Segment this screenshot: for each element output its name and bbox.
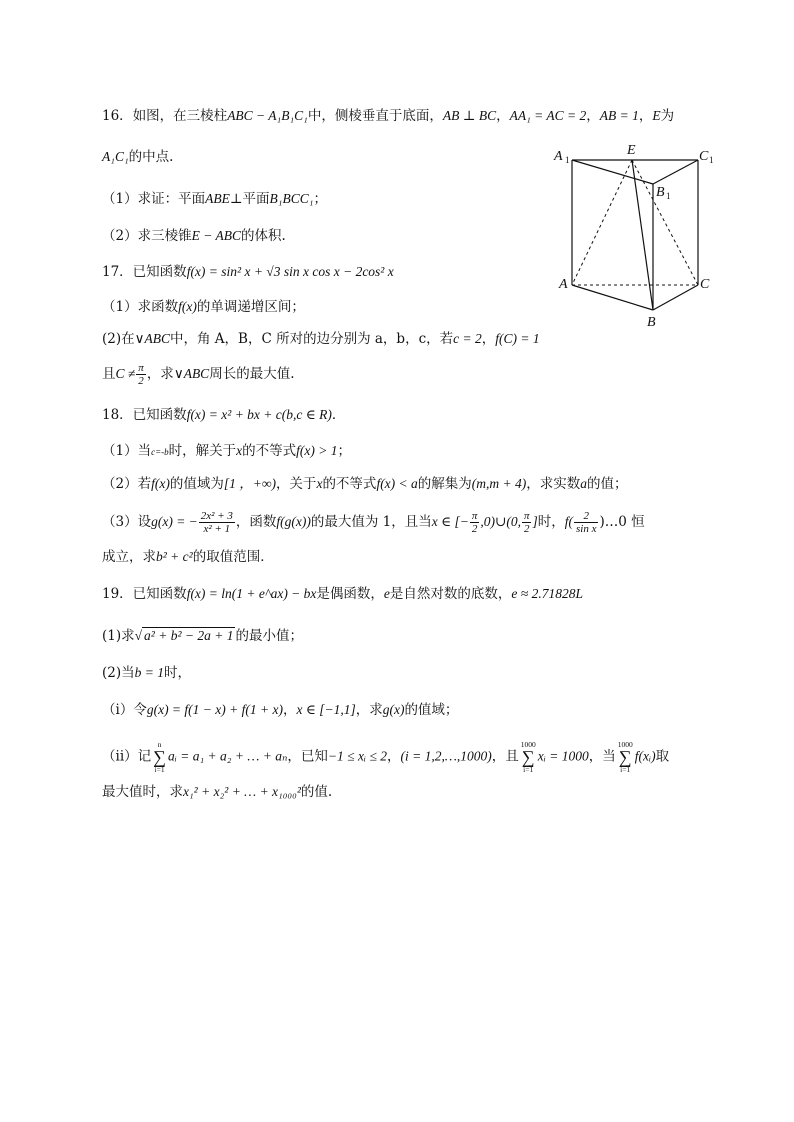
sum-symbol-f: 1000 ∑ i=1 (617, 740, 633, 774)
p19-line1: 19．已知函数f(x) = ln(1 + e^ax) − bx是偶函数，e是自然对数的底数，e ≈ 2.71828L (102, 586, 583, 602)
label-E: E (627, 143, 636, 158)
p16-number: 16． (102, 108, 133, 124)
p17-q1: （1）求函数f(x)的单调递增区间； (102, 299, 305, 315)
p16-line1: 16．如图，在三棱柱ABC − A₁B₁C₁中，侧棱垂直于底面，AB ⊥ BC，AA₁ = AC = 2，AB = 1，E为 (102, 108, 675, 124)
g-fraction: $\frac{\text{2x² + 3}}{\text{x² + 1}}$ (200, 510, 233, 535)
p17-q2-line2: 且C ≠ $\frac{\pi}{2}$ ，求∨ABC周长的最大值. (102, 362, 295, 387)
p16-line2: A₁C₁的中点. (102, 149, 174, 165)
p17-function: f(x) = sin² x + √3 sin x cos x − 2cos² x (186, 264, 394, 279)
label-B: B (647, 315, 656, 330)
p16-q1: （1）求证：平面ABE⊥平面B₁BCC₁； (102, 191, 327, 207)
label-C1-sub: 1 (709, 155, 714, 165)
sum-symbol-x: 1000 ∑ i=1 (520, 740, 536, 774)
p18-q3-line1: （3）设g(x) = − $\frac{\text{2x² + 3}}{\text{x² + 1}}$ ，函数f(g(x))的最大值为 1，且当x ∈ [− $\frac{\pi}{2}$ ,0)∪(0, $\frac{\pi}{2}$ ]时，f( $\frac{2}{\text{sin x}}$ )…0 恒 (102, 510, 645, 535)
p18-function: f(x) = x² + bx + c(b,c ∈ R) (186, 407, 332, 422)
p17-line1: 17．已知函数f(x) = sin² x + √3 sin x cos x − 2cos² x (102, 264, 394, 280)
label-A1: A (554, 149, 563, 164)
label-B1: B (656, 185, 665, 200)
label-A: A (559, 277, 568, 292)
prism-figure (550, 140, 720, 335)
sum-symbol-n: n ∑ i=1 (153, 740, 166, 774)
p18-q2: （2）若f(x)的值域为[1 ，+∞)，关于x的不等式f(x) < a的解集为(m,m + 4)，求实数a的值； (102, 476, 628, 492)
label-B1-sub: 1 (666, 191, 671, 201)
label-C1: C (699, 149, 709, 164)
p18-q3-line2: 成立，求b² + c²的取值范围． (102, 549, 274, 565)
p19-function: f(x) = ln(1 + e^ax) − bx (186, 586, 317, 601)
p17-q2-line1: (2)在∨ABC中，角 A，B，C 所对的边分别为 a，b，c，若c = 2，f(C) = 1 (102, 331, 540, 347)
p18-line1: 18．已知函数f(x) = x² + bx + c(b,c ∈ R)． (102, 407, 346, 423)
label-C: C (700, 277, 710, 292)
p16-q2: （2）求三棱锥E − ABC的体积. (102, 228, 286, 244)
p19-qii-line2: 最大值时，求x₁² + x₂² + … + x₁₀₀₀²的值. (102, 784, 333, 800)
pi-over-2: $\frac{\pi}{2}$ (138, 362, 144, 387)
p19-qi: （i）令g(x) = f(1 − x) + f(1 + x)，x ∈ [−1,1]，求g(x)的值域； (102, 702, 459, 718)
p19-qii-line1: （ii）记 n ∑ i=1 aᵢ = a₁ + a₂ + … + aₙ，已知−1 ≤ xᵢ ≤ 2，(i = 1,2,…,1000)，且 1000 ∑ i=1 xᵢ = 1000，当 1000 ∑ i=1 f(xᵢ)取 (102, 740, 670, 774)
p18-q1: （1）当c=-b时，解关于x的不等式f(x) > 1； (102, 443, 352, 459)
p19-q2: (2)当b = 1时， (102, 665, 191, 681)
p19-q1: (1)求√ a² + b² − 2a + 1 的最小值； (102, 628, 303, 644)
label-A1-sub: 1 (565, 155, 570, 165)
prism-name: ABC − A₁B₁C₁ (227, 108, 308, 123)
